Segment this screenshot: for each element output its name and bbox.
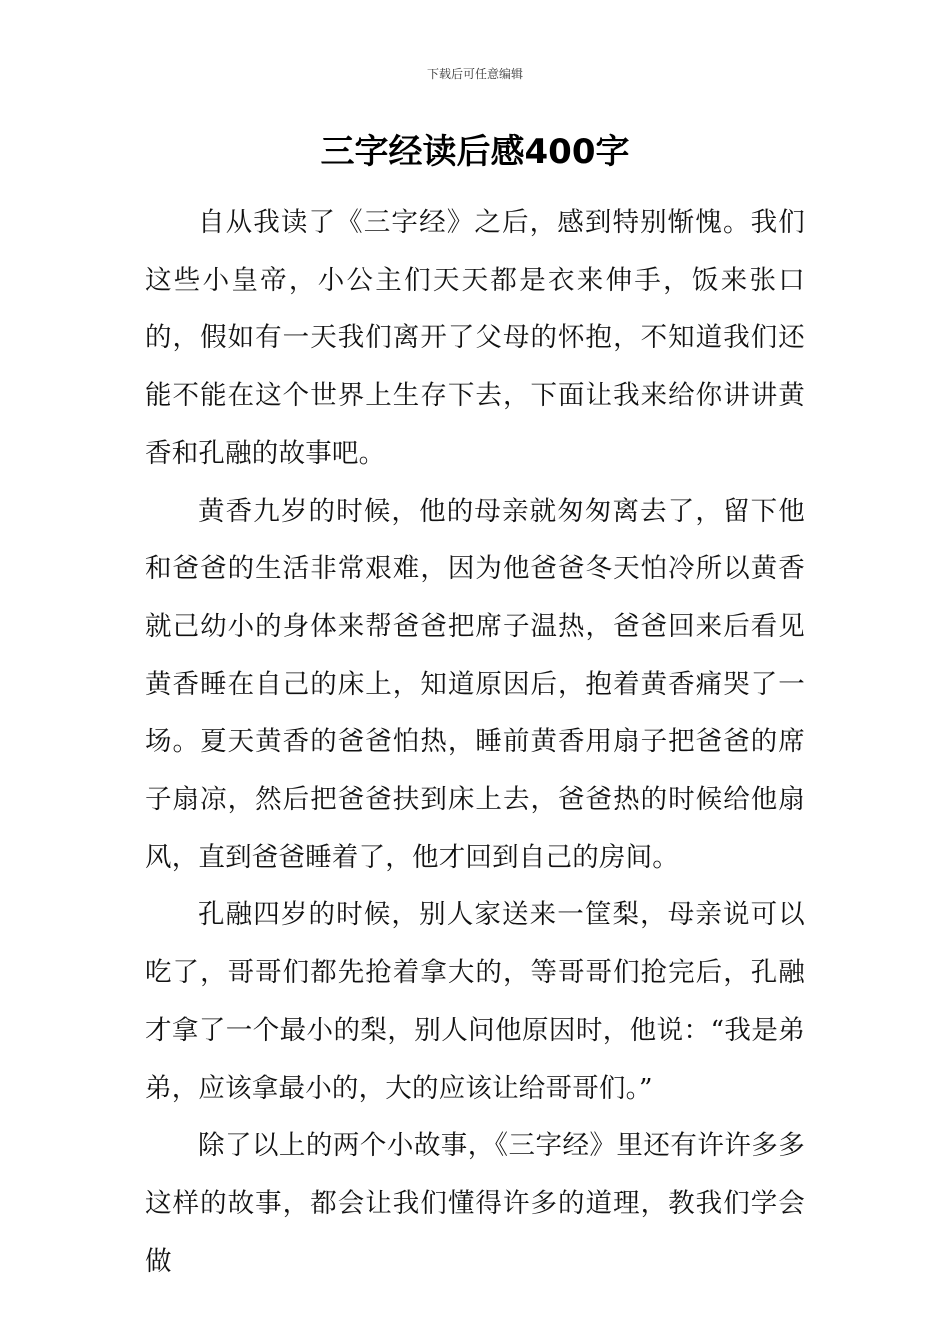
paragraph: 自从我读了《三字经》之后，感到特别惭愧。我们这些小皇帝，小公主们天天都是衣来伸手，饭来张口的，假如有一天我们离开了父母的怀抱，不知道我们还能不能在这个世界上生存下去，下面让我来给你讲讲黄香和孔融的故事吧。 (145, 207, 805, 469)
paragraph: 孔融四岁的时候，别人家送来一筐梨，母亲说可以吃了，哥哥们都先抢着拿大的，等哥哥们抢完后，孔融才拿了一个最小的梨，别人问他原因时，他说：“我是弟弟，应该拿最小的，大的应该让给哥哥们。” (145, 899, 805, 1104)
document-title: 三字经读后感400字 (320, 132, 630, 172)
header-note: 下载后可任意编辑 (426, 67, 523, 81)
paragraph: 除了以上的两个小故事，《三字经》里还有许许多多这样的故事，都会让我们懂得许多的道理，教我们学会做 (145, 1130, 805, 1277)
document-body (145, 194, 805, 1290)
paragraph: 黄香九岁的时候，他的母亲就匆匆离去了，留下他和爸爸的生活非常艰难，因为他爸爸冬天怕冷所以黄香就己幼小的身体来帮爸爸把席子温热，爸爸回来后看见黄香睡在自己的床上，知道原因后，抱着黄香痛哭了一场。夏天黄香的爸爸怕热，睡前黄香用扇子把爸爸的席子扇凉，然后把爸爸扶到床上去，爸爸热的时候给他扇风，直到爸爸睡着了，他才回到自己的房间。 (145, 495, 805, 873)
